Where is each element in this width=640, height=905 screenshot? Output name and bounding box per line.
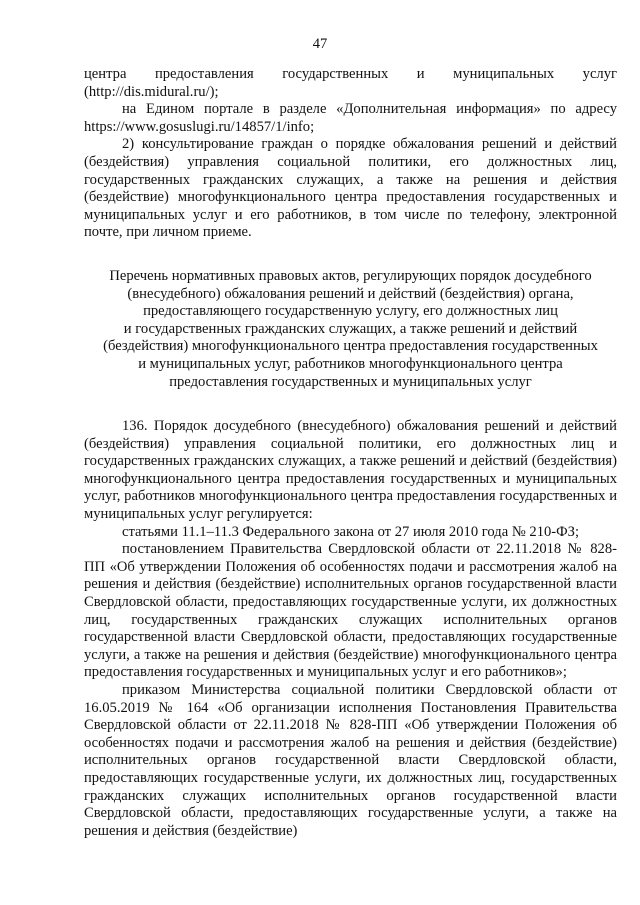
paragraph-ministry-order: приказом Министерства социальной политики Свердловской области от 16.05.2019 № 164 «Об организации исполнения Постановления Правительства Свердловской области от 22.11.2018 № 828-ПП «Об утверждении Положения об особенностях подачи и рассмотрения жалоб на решения и действия (бездействие) исполнительных органов государственной власти Свердловской области, предоставляющих государственные услуги, их должностных лиц, государственных гражданских служащих исполнительных органов государственной власти Свердловской области, предоставляющих государственные услуги, а также на решения и действия (бездействие) [84, 682, 617, 839]
intro-paragraph-gosuslugi: на Едином портале в разделе «Дополнительная информация» по адресу https://www.gosuslugi.ru/14857/1/info; [84, 101, 617, 135]
heading-line: предоставления государственных и муниципальных услуг [169, 373, 532, 390]
paragraph-136: 136. Порядок досудебного (внесудебного) обжалования решений и действий (бездействия) управления социальной политики, его должностных лиц и государственных гражданских служащих, а также решений и действий (бездействия) многофункционального центра предоставления государственных и муниципальных услуг, работников многофункционального центра предоставления государственных и муниципальных услуг регулируется: [84, 418, 617, 523]
heading-line: и государственных гражданских служащих, а также решений и действий [123, 320, 578, 337]
heading-line: и муниципальных услуг, работников многофункционального центра [138, 355, 563, 372]
section-heading [84, 268, 617, 391]
heading-line: (бездействия) многофункционального центра предоставления государственных [103, 338, 598, 355]
page-number: 47 [312, 36, 328, 52]
page-body [84, 66, 617, 840]
heading-line: (внесудебного) обжалования решений и действий (бездействия) органа, [127, 285, 574, 302]
heading-line: предоставляющего государственную услугу, его должностных лиц [143, 303, 558, 320]
intro-paragraph-consulting: 2) консультирование граждан о порядке обжалования решений и действий (бездействия) управления социальной политики, его должностных лиц, государственных гражданских служащих, а также на решения и действия (бездействие) многофункционального центра предоставления государственных и муниципальных услуг и его работников, в том числе по телефону, электронной почте, при личном приеме. [84, 136, 617, 241]
heading-line: Перечень нормативных правовых актов, регулирующих порядок досудебного [109, 267, 592, 284]
intro-paragraph-mfc-site: центра предоставления государственных и муниципальных услуг (http://dis.midural.ru/); [84, 66, 617, 100]
paragraph-government-resolution: постановлением Правительства Свердловской области от 22.11.2018 № 828-ПП «Об утверждении Положения об особенностях подачи и рассмотрения жалоб на решения и действия (бездействие) исполнительных органов государственной власти Свердловской области, предоставляющих государственные услуги, их должностных лиц, государственных гражданских служащих исполнительных органов государственной власти Свердловской области, предоставляющих государственные услуги, а также на решения и действия (бездействие) многофункционального центра предоставления государственных и муниципальных услуг и его работников»; [84, 541, 617, 681]
paragraph-federal-law: статьями 11.1–11.3 Федерального закона от 27 июля 2010 года № 210-ФЗ; [122, 523, 580, 540]
